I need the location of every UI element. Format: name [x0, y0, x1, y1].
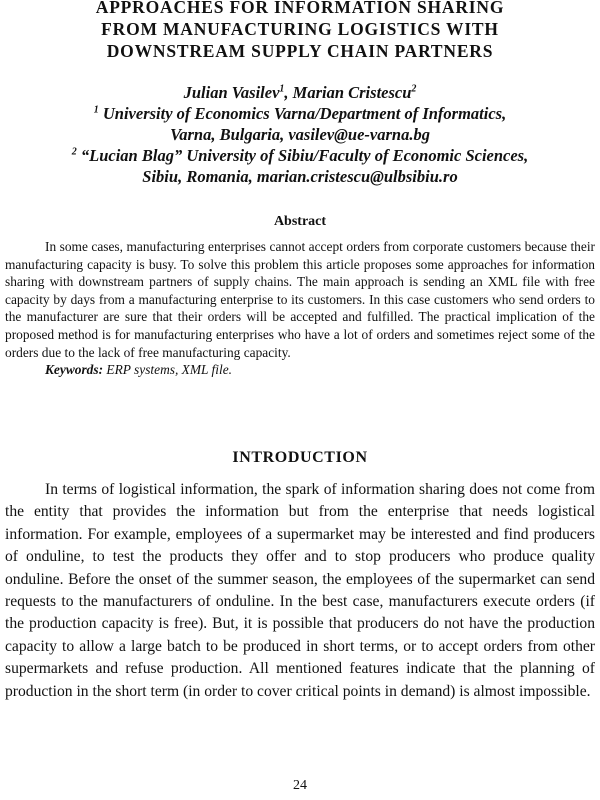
affiliation-2-line-2: Sibiu, Romania, marian.cristescu@ulbsibiu.ro: [142, 167, 458, 186]
abstract-section: [5, 238, 595, 379]
affiliation-1: [0, 103, 600, 124]
author-block: [0, 82, 600, 187]
abstract-heading: Abstract: [273, 214, 327, 229]
author-1-name: Julian Vasilev: [183, 83, 280, 102]
keywords-label: Keywords:: [45, 362, 104, 378]
keywords-line: [5, 361, 595, 379]
affiliation-2: [0, 145, 600, 166]
affiliation-1-mark: 1: [93, 104, 99, 116]
affiliation-2-line-1: “Lucian Blag” University of Sibiu/Faculty of Economic Sciences,: [80, 146, 529, 165]
paper-title: [0, 0, 600, 62]
section-heading-introduction: INTRODUCTION: [232, 449, 368, 466]
title-line-3: DOWNSTREAM SUPPLY CHAIN PARTNERS: [106, 41, 494, 61]
introduction-paragraph: In terms of logistical information, the spark of information sharing does not come from the entity that provides the information but from the enterprise that needs logistical information. For example, employees of a supermarket may be interested and find producers of onduline, to test the products they offer and to stop producers who produce quality onduline. Before the onset of the summer season, the employees of the supermarket can send requests to the manufacturers of onduline. In the best case, manufacturers execute orders (if the production capacity is free). But, it is possible that producers do not have the production capacity to allow a large batch to be produced in short terms, or to accept orders from other supermarkets and refuse production. All mentioned features indicate that the planning of production in the short term (in order to cover critical points in demand) is almost impossible.: [5, 481, 595, 700]
page-number: 24: [293, 778, 307, 793]
title-line-1: APPROACHES FOR INFORMATION SHARING: [95, 0, 505, 17]
keywords-text: ERP systems, XML file.: [106, 362, 232, 378]
author-2-name: Marian Cristescu: [292, 83, 412, 102]
abstract-text: In some cases, manufacturing enterprises cannot accept orders from corporate customers because their manufacturing capacity is busy. To solve this problem this article proposes some approaches for information sharing with downstream partners of supply chains. The main approach is sending an XML file with free capacity by days from a manufacturing enterprise to its customers. In this case customers who send orders to the manufacturer are sure that their orders will be accepted and fulfilled. The practical implication of the proposed method is for manufacturing enterprises who have a lot of orders and sometimes reject some of the orders due to the lack of free manufacturing capacity.: [5, 239, 595, 360]
affiliation-1-line-2: Varna, Bulgaria, vasilev@ue-varna.bg: [170, 125, 430, 144]
title-line-2: FROM MANUFACTURING LOGISTICS WITH: [101, 19, 499, 39]
author-1-mark: 1: [279, 83, 285, 95]
author-names: [0, 82, 600, 103]
introduction-section: [5, 479, 595, 703]
author-2-mark: 2: [411, 83, 417, 95]
affiliation-2-mark: 2: [71, 146, 77, 158]
author-separator: ,: [284, 83, 293, 102]
affiliation-1-line-1: University of Economics Varna/Department of Informatics,: [102, 104, 507, 123]
